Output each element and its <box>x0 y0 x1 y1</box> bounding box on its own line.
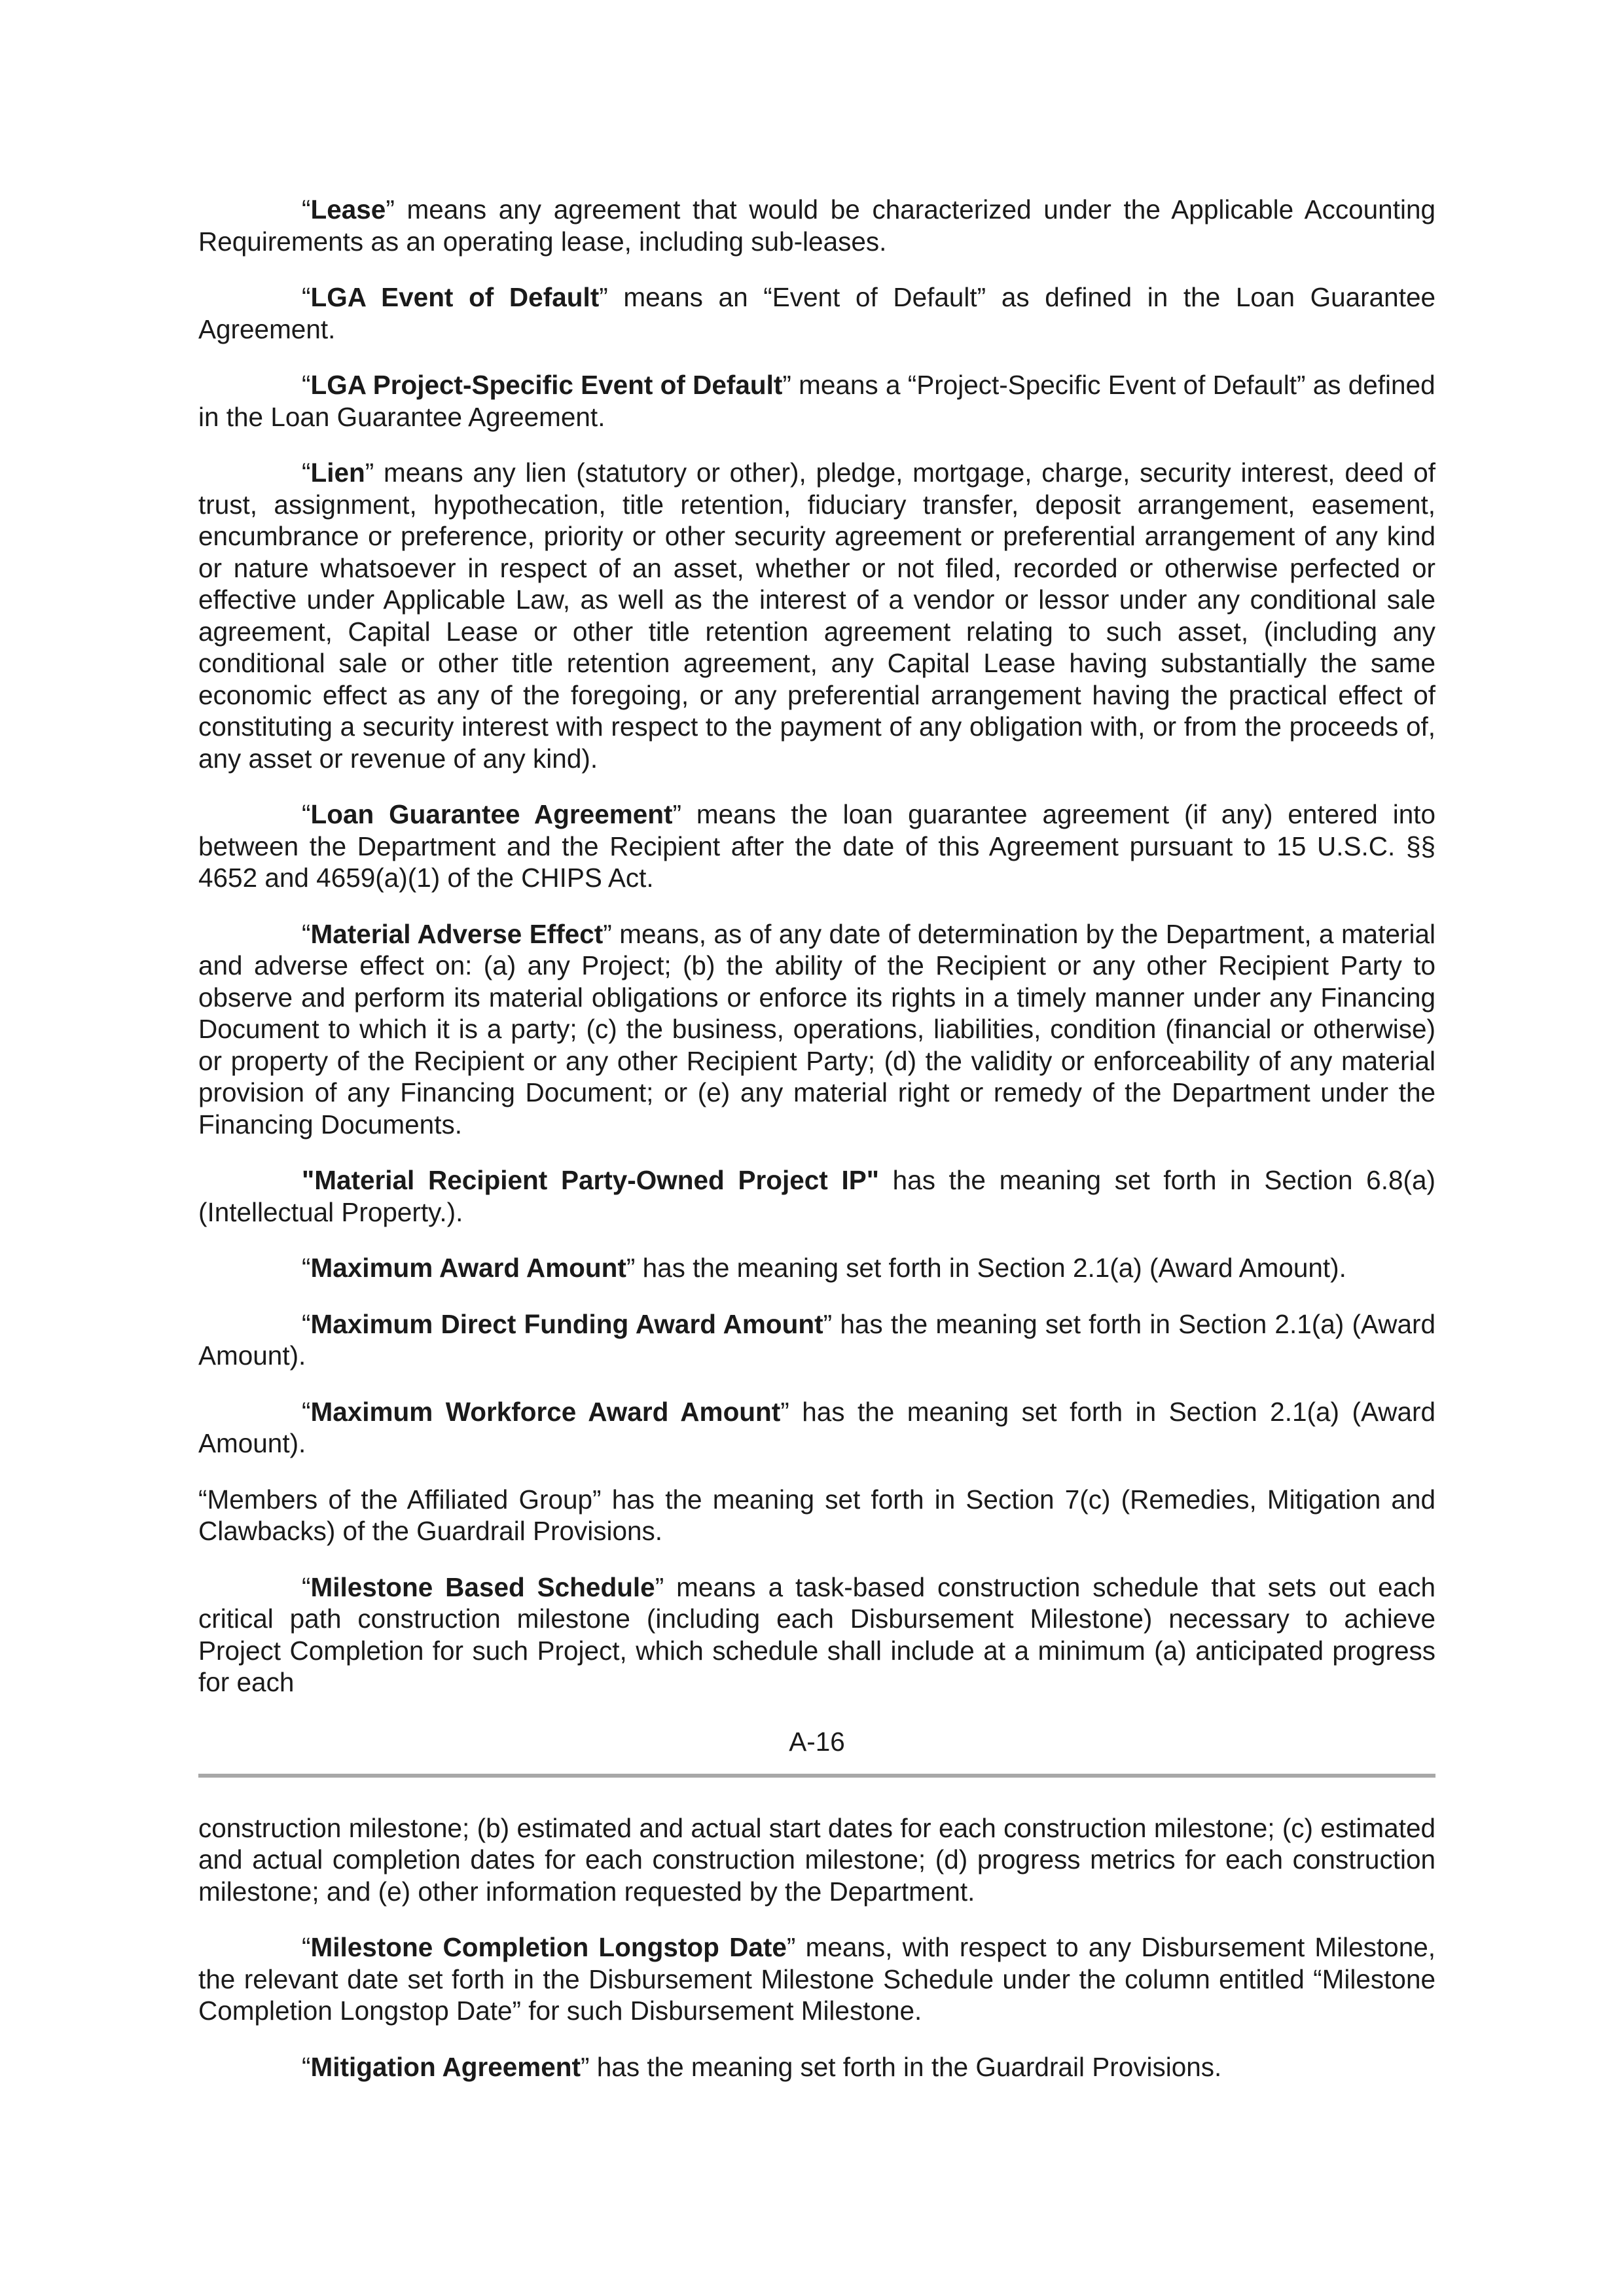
definition-text: means a task-based construction schedule that sets out each critical path construction milestone (including each Disbursement Milestone) necessary to achieve Project Completion for such Project, which schedule shall include at a minimum (a) anticipated progress for each <box>198 1571 1435 1697</box>
page-break-divider <box>198 1774 1435 1778</box>
definition-text: has the meaning set forth in Section 2.1(a) (Award Amount). <box>635 1253 1346 1283</box>
definition-milestone-based-schedule: “Milestone Based Schedule” means a task-based construction schedule that sets out each critical path construction milestone (including each Disbursement Milestone) necessary to achieve Project Completion for such Project, which schedule shall include at a minimum (a) anticipated progress for each <box>198 1571 1435 1697</box>
definition-milestone-completion-longstop-date: “Milestone Completion Longstop Date” means, with respect to any Disbursement Milestone, the relevant date set forth in the Disbursement Milestone Schedule under the column entitled “Milestone Completion Longstop Date” for such Disbursement Milestone. <box>198 1932 1435 2026</box>
definition-lien: “Lien” means any lien (statutory or other), pledge, mortgage, charge, security interest, deed of trust, assignment, hypothecation, title retention, fiduciary transfer, deposit arrangement, easement, encumbrance or preference, priority or other security agreement or preferential arrangement of any kind or nature whatsoever in respect of an asset, whether or not filed, recorded or otherwise perfected or effective under Applicable Law, as well as the interest of a vendor or lessor under any conditional sale agreement, Capital Lease or other title retention agreement relating to such asset, (including any conditional sale or other title retention agreement, any Capital Lease having substantially the same economic effect as any of the foregoing, or any preferential arrangement having the practical effect of constituting a security interest with respect to the payment of any obligation with, or from the proceeds of, any asset or revenue of any kind). <box>198 457 1435 774</box>
definition-text: has the meaning set forth in Section 2.1(a) (Award Amount). <box>198 1308 1435 1371</box>
definition-maximum-direct-funding-award-amount: “Maximum Direct Funding Award Amount” has the meaning set forth in Section 2.1(a) (Award Amount). <box>198 1308 1435 1371</box>
definition-material-recipient-party-owned-project-ip <box>198 1164 1435 1228</box>
definition-lga-event-of-default: “LGA Event of Default” means an “Event of Default” as defined in the Loan Guarantee Agreement. <box>198 282 1435 344</box>
definition-text: means an “Event of Default” as defined in the Loan Guarantee Agreement. <box>198 282 1435 344</box>
defined-term: Maximum Workforce Award Amount <box>310 1396 781 1427</box>
definition-mitigation-agreement: “Mitigation Agreement” has the meaning set forth in the Guardrail Provisions. <box>302 2051 1222 2082</box>
definition-lease: “Lease” means any agreement that would be characterized under the Applicable Accounting Requirements as an operating lease, including sub-leases. <box>198 194 1435 257</box>
definition-maximum-workforce-award-amount: “Maximum Workforce Award Amount” has the meaning set forth in Section 2.1(a) (Award Amount). <box>198 1396 1436 1458</box>
definition-lga-project-specific-event-of-default: “LGA Project-Specific Event of Default” means a “Project-Specific Event of Default” as defined in the Loan Guarantee Agreement. <box>198 370 1435 432</box>
defined-term: Mitigation Agreement <box>310 2051 581 2082</box>
defined-term: Loan Guarantee Agreement <box>310 799 673 829</box>
defined-term: Material Adverse Effect <box>310 918 604 949</box>
definition-text: means the loan guarantee agreement (if any) entered into between the Department and the Recipient after the date of this Agreement pursuant to 15 U.S.C. §§ 4652 and 4659(a)(1) of the CHIPS Act. <box>198 799 1435 893</box>
definition-text: means, with respect to any Disbursement Milestone, the relevant date set forth in the Disbursement Milestone Schedule under the column entitled “Milestone Completion Longstop Date” for such Disbursement Milestone. <box>198 1932 1435 2026</box>
defined-term: Lease <box>310 194 386 224</box>
definition-members-of-the-affiliated-group: “Members of the Affiliated Group” has the meaning set forth in Section 7(c) (Remedies, Mitigation and Clawbacks) of the Guardrail Provisions. <box>198 1484 1435 1546</box>
definition-text: has the meaning set forth in the Guardrail Provisions. <box>589 2051 1222 2082</box>
definition-text: means a “Project-Specific Event of Default” as defined in the Loan Guarantee Agreement. <box>198 370 1435 432</box>
defined-term: Lien <box>310 457 365 488</box>
definition-material-adverse-effect: “Material Adverse Effect” means, as of any date of determination by the Department, a material and adverse effect on: (a) any Project; (b) the ability of the Recipient or any other Recipient Party to observe and perform its material obligations or enforce its rights in a timely manner under any Financing Document to which it is a party; (c) the business, operations, liabilities, condition (financial or otherwise) or property of the Recipient or any other Recipient Party; (d) the validity or enforceability of any material provision of any Financing Document; or (e) any material right or remedy of the Department under the Financing Documents. <box>198 918 1435 1139</box>
defined-term: LGA Project-Specific Event of Default <box>310 370 783 400</box>
page-number: A-16 <box>789 1726 845 1757</box>
definition-loan-guarantee-agreement: “Loan Guarantee Agreement” means the loan guarantee agreement (if any) entered into between the Department and the Recipient after the date of this Agreement pursuant to 15 U.S.C. §§ 4652 and 4659(a)(1) of the CHIPS Act. <box>198 799 1435 893</box>
definition-maximum-award-amount: “Maximum Award Amount” has the meaning set forth in Section 2.1(a) (Award Amount). <box>302 1253 1346 1283</box>
definition-text: has the meaning set forth in Section 2.1(a) (Award Amount). <box>198 1396 1436 1458</box>
defined-term: LGA Event of Default <box>310 282 600 312</box>
definition-text: has the meaning set forth in Section 6.8(a) (Intellectual Property.). <box>198 1165 1435 1227</box>
definition-text: means, as of any date of determination by the Department, a material and adverse effect on: (a) any Project; (b) the ability of the Recipient or any other Recipient Party to observe and perform its material obligations or enforce its rights in a timely manner under any Financing Document to which it is a party; (c) the business, operations, liabilities, condition (financial or otherwise) or property of the Recipient or any other Recipient Party; (d) the validity or enforceability of any material provision of any Financing Document; or (e) any material right or remedy of the Department under the Financing Documents. <box>198 918 1435 1139</box>
defined-term: "Material Recipient Party-Owned Project IP" <box>302 1165 879 1195</box>
continuation-paragraph: construction milestone; (b) estimated and actual start dates for each construction milestone; (c) estimated and actual completion dates for each construction milestone; (d) progress metrics for each construction milestone; and (e) other information requested by the Department. <box>198 1812 1435 1907</box>
defined-term: Maximum Award Amount <box>310 1253 626 1283</box>
defined-term: Milestone Based Schedule <box>310 1571 655 1602</box>
defined-term: Milestone Completion Longstop Date <box>310 1932 787 1962</box>
definition-text: means any agreement that would be characterized under the Applicable Accounting Requirements as an operating lease, including sub-leases. <box>198 194 1435 257</box>
definition-text: means any lien (statutory or other), pledge, mortgage, charge, security interest, deed of trust, assignment, hypothecation, title retention, fiduciary transfer, deposit arrangement, easement, encumbrance or preference, priority or other security agreement or preferential arrangement of any kind or nature whatsoever in respect of an asset, whether or not filed, recorded or otherwise perfected or effective under Applicable Law, as well as the interest of a vendor or lessor under any conditional sale agreement, Capital Lease or other title retention agreement relating to such asset, (including any conditional sale or other title retention agreement, any Capital Lease having substantially the same economic effect as any of the foregoing, or any preferential arrangement having the practical effect of constituting a security interest with respect to the payment of any obligation with, or from the proceeds of, any asset or revenue of any kind). <box>198 457 1435 774</box>
document-page <box>198 194 1435 2107</box>
defined-term: Maximum Direct Funding Award Amount <box>310 1308 823 1339</box>
